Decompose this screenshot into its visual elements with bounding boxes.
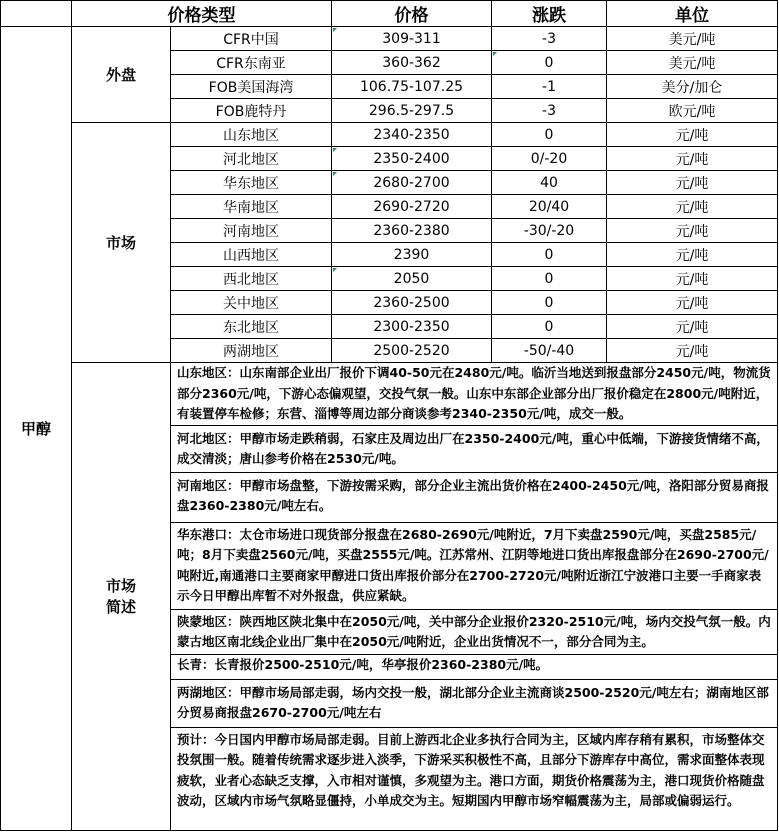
row-change: 0: [492, 51, 607, 75]
summary-hebei: 河北地区：甲醇市场走跌稍弱，石家庄及周边出厂在2350-2400元/吨，重心中低端，下游接货情绪不高，成交清淡；唐山参考价格在2530元/吨。: [171, 425, 778, 472]
row-price: 2300-2350: [332, 315, 492, 339]
header-corner: [1, 1, 72, 27]
row-unit: 美元/吨: [607, 51, 778, 75]
row-name: 河南地区: [171, 219, 332, 243]
row-name: 山西地区: [171, 243, 332, 267]
row-name: 关中地区: [171, 291, 332, 315]
summary-lianghu: 两湖地区：甲醇市场局部走弱，场内交投一般，湖北部分企业主流商谈2500-2520元/吨左右；湖南地区部分贸易商报盘2670-2700元/吨左右: [171, 679, 778, 727]
row-price: 2390: [332, 243, 492, 267]
row-name: FOB美国海湾: [171, 75, 332, 99]
row-unit: 美分/加仑: [607, 75, 778, 99]
summary-changqing: 长青：长青报价2500-2510元/吨，华亭报价2360-2380元/吨。: [171, 654, 778, 679]
row-name: 西北地区: [171, 267, 332, 291]
row-price: 2500-2520: [332, 339, 492, 363]
group-summary: [72, 363, 171, 831]
row-change: -3: [492, 27, 607, 51]
row-price: 2050: [332, 267, 492, 291]
header-row: [1, 1, 778, 27]
row-price: 2350-2400: [332, 147, 492, 171]
group-external: 外盘: [72, 27, 171, 123]
table-row: [1, 123, 778, 147]
row-unit: 元/吨: [607, 171, 778, 195]
group-market: 市场: [72, 123, 171, 363]
row-unit: 欧元/吨: [607, 99, 778, 123]
row-change: -50/-40: [492, 339, 607, 363]
row-name: 两湖地区: [171, 339, 332, 363]
row-name: 东北地区: [171, 315, 332, 339]
row-price: 296.5-297.5: [332, 99, 492, 123]
row-unit: 元/吨: [607, 147, 778, 171]
row-change: 0: [492, 267, 607, 291]
row-name: FOB鹿特丹: [171, 99, 332, 123]
row-name: 河北地区: [171, 147, 332, 171]
row-change: 0: [492, 123, 607, 147]
row-price: 106.75-107.25: [332, 75, 492, 99]
summary-forecast: 预计：今日国内甲醇市场局部走弱。目前上游西北企业多执行合同为主，区域内库存稍有累积，市场整体交投氛围一般。随着传统需求逐步进入淡季，下游采买积极性不高，且部分下游库存中高位，需求面整体表现疲软，业者心态缺乏支撑，入市相对谨慎，多观望为主。港口方面，期货价格震荡为主，港口现货价格随盘波动，区域内市场气氛略显僵持，小单成交为主。短期国内甲醇市场窄幅震荡为主，局部或偏弱运行。: [171, 727, 778, 830]
row-change: 0: [492, 315, 607, 339]
row-unit: 元/吨: [607, 339, 778, 363]
row-price: 2360-2500: [332, 291, 492, 315]
row-change: 0: [492, 243, 607, 267]
row-unit: 元/吨: [607, 291, 778, 315]
row-name: 华东地区: [171, 171, 332, 195]
summary-row: [1, 363, 778, 426]
row-name: CFR中国: [171, 27, 332, 51]
row-unit: 元/吨: [607, 243, 778, 267]
row-name: 山东地区: [171, 123, 332, 147]
row-unit: 元/吨: [607, 267, 778, 291]
header-type: 价格类型: [72, 1, 332, 27]
row-price: 2690-2720: [332, 195, 492, 219]
row-name: CFR东南亚: [171, 51, 332, 75]
row-unit: 元/吨: [607, 123, 778, 147]
row-name: 华南地区: [171, 195, 332, 219]
header-price: 价格: [332, 1, 492, 27]
summary-shandong: 山东地区：山东南部企业出厂报价下调40-50元在2480元/吨。临沂当地送到报盘部分2450元/吨，物流货部分2360元/吨，下游心态偏观望，交投气氛一般。山东中东部企业部分出厂报价稳定在2800元/吨附近，有装置停车检修；东营、淄博等周边部分商谈参考2340-2350元/吨，成交一般。: [171, 363, 778, 426]
row-unit: 元/吨: [607, 315, 778, 339]
group-summary-line1: 市场: [105, 577, 136, 596]
row-price: 309-311: [332, 27, 492, 51]
header-unit: 单位: [607, 1, 778, 27]
group-summary-line2: 简述: [105, 598, 136, 617]
row-unit: 美元/吨: [607, 27, 778, 51]
row-unit: 元/吨: [607, 195, 778, 219]
row-price: 2360-2380: [332, 219, 492, 243]
row-change: 0/-20: [492, 147, 607, 171]
row-price: 360-362: [332, 51, 492, 75]
table-row: [1, 27, 778, 51]
row-change: -3: [492, 99, 607, 123]
summary-henan: 河南地区：甲醇市场盘整，下游按需采购，部分企业主流出货价格在2400-2450元/吨，洛阳部分贸易商报盘2360-2380元/吨左右。: [171, 472, 778, 522]
row-unit: 元/吨: [607, 219, 778, 243]
summary-shaanmeng: 陕蒙地区：陕西地区陕北集中在2050元/吨，关中部分企业报价2320-2510元/吨，场内交投气氛一般。内蒙古地区南北线企业出厂集中在2050元/吨附近，企业出货情况不一，部分合同为主。: [171, 609, 778, 654]
row-change: -30/-20: [492, 219, 607, 243]
header-change: 涨跌: [492, 1, 607, 27]
product-label: 甲醇: [1, 27, 72, 831]
row-change: 40: [492, 171, 607, 195]
row-change: 20/40: [492, 195, 607, 219]
row-change: -1: [492, 75, 607, 99]
row-change: 0: [492, 291, 607, 315]
summary-huadong: 华东港口：太仓市场进口现货部分报盘在2680-2690元/吨附近，7月下卖盘2590元/吨，买盘2585元/吨；8月下卖盘2560元/吨，买盘2555元/吨。江苏常州、江阴等地进口货出库报盘部分在2690-2700元/吨附近,南通港口主要商家甲醇进口货出库报价部分在2700-2720元/吨附近浙江宁波港口主要一手商家表示今日甲醇出库暂不对外报盘，供应紧缺。: [171, 522, 778, 609]
row-price: 2680-2700: [332, 171, 492, 195]
row-price: 2340-2350: [332, 123, 492, 147]
